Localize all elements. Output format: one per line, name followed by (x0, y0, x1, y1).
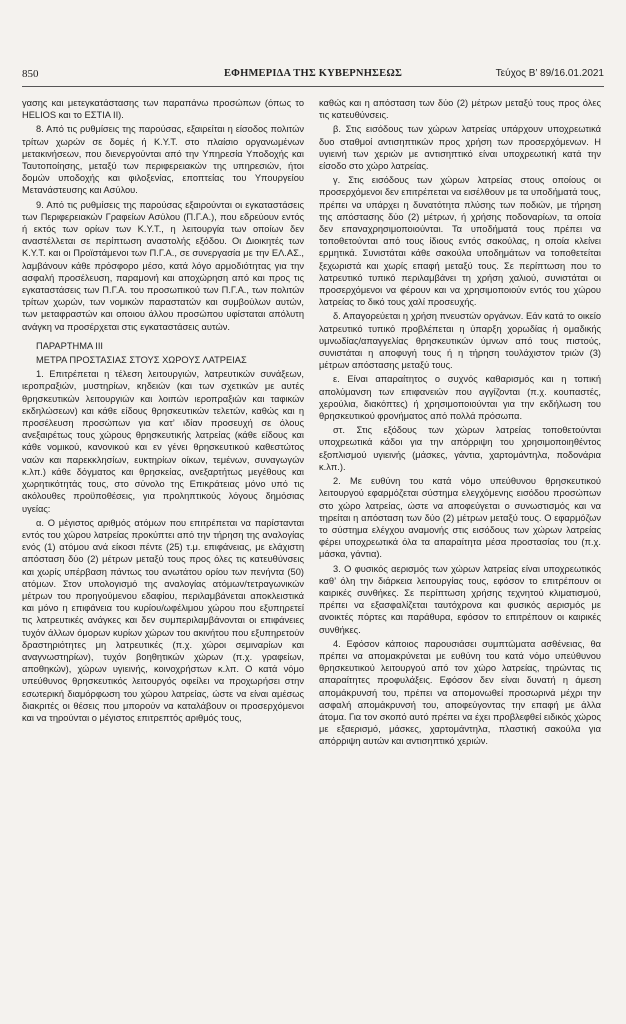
annex-paragraph-2: 2. Με ευθύνη του κατά νόμο υπεύθυνου θρησκευτικού λειτουργού εφαρμόζεται σύστημα ελεγχόμενης εισόδου προσώπων στο χώρο λατρείας, ώστε να αποφεύγεται ο συνωστισμός και να τηρείται η απόσταση των δύο (2) μέτρων μεταξύ τους. Ο εφαρμόζων το σύστημα ελέγχου αναμονής στις εισόδους των χώρων λατρείας φέρει υποχρεωτικά όλα τα απαραίτητα μέσα προστασίας του (π.χ. μάσκα, γάντια). (319, 476, 601, 560)
annex-paragraph-1st: στ. Στις εξόδους των χώρων λατρείας τοποθετούνται υποχρεωτικά κάδοι για την απόρριψη του χρησιμοποιηθέντος εξοπλισμού υγιεινής (μάσκες, γάντια, χαρτομάντηλα, ποδονάρια κ.λπ.). (319, 425, 601, 472)
continuation-paragraph: γασης και μετεγκατάστασης των παραπάνω προσώπων (όπως το HELIOS και το ΕΣΤΙΑ ΙΙ). (22, 98, 304, 121)
left-column (22, 97, 304, 726)
annex-paragraph-1b: β. Στις εισόδους των χώρων λατρείας υπάρχουν υποχρεωτικά δυο σταθμοί αντισηπτικών προς χρήση των προσερχόμενων. Η υγιεινή των χεριών με αντισηπτικό είναι υποχρεωτική κατά την είσοδο στο χώρο λατρείας. (319, 124, 601, 172)
annex-paragraph-1a: α. Ο μέγιστος αριθμός ατόμων που επιτρέπεται να παρίστανται εντός του χώρου λατρείας προκύπτει από την τήρηση της αναλογίας ενός (1) ατόμου ανά είκοσι πέντε (25) τ.μ. επιφάνειας, με ελάχιστη απόσταση δύο (2) μέτρων μεταξύ τους προς όλες τις κατευθύνσεις και χωρίς υπέρβαση πάντως του ανωτάτου ορίου των πενήντα (50) ατόμων. Στον υπολογισμό της αναλογίας ατόμων/τετραγωνικών μέτρων του προηγούμενου εδαφίου, περιλαμβάνεται αποκλειστικά και μόνο η επιφάνεια του κυρίου/ωφέλιμου χώρου που εξυπηρετεί τις λατρευτικές ανάγκες και δεν συμπεριλαμβάνονται οι επιφάνειες τυχόν άλλων όμορων κυρίων χώρων του ακινήτου που εξυπηρετούν δραστηριότητες μη λατρευτικές (π.χ. χώροι σεμιναρίων και αναγνωστηρίων), τυχόν βοηθητικών χώρων (π.χ. γραφείων, αποθηκών), χώρων υγιεινής, κοινοχρήστων κ.λπ. Ο κατά νόμο υπεύθυνος θρησκευτικός λειτουργός οφείλει να προχωρήσει στην εσωτερική διαμόρφωση του χώρου λατρείας, ώστε να είναι αμέσως διακριτές οι θέσεις που μπορούν να καταλάβουν οι προσερχόμενοι και να τηρούνται ο μέγιστος επιτρεπτός αριθμός τους, (22, 517, 304, 723)
continuation-paragraph: καθώς και η απόσταση των δύο (2) μέτρων μεταξύ τους προς όλες τις κατευθύνσεις. (319, 98, 601, 121)
annex-paragraph-4: 4. Εφόσον κάποιος παρουσιάσει συμπτώματα ασθένειας, θα πρέπει να απομακρύνεται με ευθύνη του κατά νόμο υπεύθυνου θρησκευτικού λειτουργού από τον χώρο λατρείας, τηρώντας τις απαραίτητες προφυλάξεις. Εφόσον δεν είναι δυνατή η άμεση απομάκρυνσή του, πρέπει να απομονωθεί προσωρινά μέχρι την ασφαλή απομάκρυνσή του, αποφεύγοντας την επαφή με άλλα άτομα. Για τον σκοπό αυτό πρέπει να έχει προβλεφθεί ειδικός χώρος με εξαερισμό, μάσκες, χαρτομάντηλα, πλαστική σακούλα για απόρριψη αυτών και αντισηπτικό χεριών. (319, 638, 601, 747)
annex-paragraph-1c: γ. Στις εισόδους των χώρων λατρείας στους οποίους οι προσερχόμενοι δεν επιτρέπεται να εισέλθουν με τα υποδήματά τους, πρέπει να υπάρχει η δυνατότητα πλύσης των ποδιών, με τήρηση της απόστασης δύο (2) μέτρων, ή χρήσης ποδοναρίων, τα οποία δεν επαναχρησιμοποιούνται. Τα υποδήματά τους πρέπει να τοποθετούνται από τους ίδιους εντός σακούλας, η οποία κλείνει ερμητικά. Συνιστάται κάθε σακούλα υποδημάτων να τοποθετείται ξεχωριστά και χωρίς επαφή μεταξύ τους. Σε περίπτωση που το λατρευτικό τυπικό περιλαμβάνει τη χρήση χαλιού, συνιστάται οι προσερχόμενοι να φέρουν και να χρησιμοποιούν εντός του χώρου λατρείας το δικό τους χαλί προσευχής. (319, 175, 601, 308)
annex-paragraph-1: 1. Επιτρέπεται η τέλεση λειτουργιών, λατρευτικών συνάξεων, ιεροπραξιών, μυστηρίων, κηδειών (και των σχετικών με αυτές θρησκευτικών λειτουργιών και λοιπών ιεροπραξιών και ταφικών εκδηλώσεων) και κάθε είδους θρησκευτικών τελετών, καθώς και η προσέλευση προσώπων για κατ’ ιδίαν προσευχή σε όλους ανεξαιρέτως τους χώρους θρησκευτικής λατρείας (κάθε είδους και κάθε νομικού, κανονικού και εν γένει θρησκευτικού καθεστώτος ναών και παρεκκλησίων, ευκτηρίων οίκων, τεμένων, συναγωγών κ.λπ.) κάθε δόγματος και θρησκείας, ανεξαρτήτως μεγέθους και χωρητικότητάς τους, στο σύνολο της Επικράτειας μόνο υπό τις ακόλουθες προϋποθέσεις, για προληπτικούς λόγους δημόσιας υγείας: (22, 369, 304, 514)
annex-title: ΠΑΡΑΡΤΗΜΑ ΙΙΙ (36, 340, 103, 351)
annex-paragraph-1e: ε. Είναι απαραίτητος ο συχνός καθαρισμός και η τοπική απολύμανση των επιφανειών που αγγίζονται (π.χ. κουπαστές, χερούλια, διακόπτες) ή χρησιμοποιούνται για την εκδήλωση του θρησκευτικού φρονήματος από πολλά πρόσωπα. (319, 374, 601, 422)
right-column (319, 97, 601, 750)
gazette-title: ΕΦΗΜΕΡΙΔΑ ΤΗΣ ΚΥΒΕΡΝΗΣΕΩΣ (223, 68, 403, 79)
paragraph-8: 8. Από τις ρυθμίσεις της παρούσας, εξαιρείται η είσοδος πολιτών τρίτων χωρών σε δομές ή Κ.Υ.Τ. στο πλαίσιο οργανωμένων μετακινήσεων, που διενεργούνται από την Υπηρεσία Υποδοχής και Ταυτοποίησης, μεταξύ των περιφερειακών της υπηρεσιών, ήτοι δομών υποδοχής και φιλοξενίας, εποπτείας του Υπουργείου Μετανάστευσης και Ασύλου. (22, 124, 304, 196)
paragraph-9: 9. Από τις ρυθμίσεις της παρούσας εξαιρούνται οι εγκαταστάσεις των Περιφερειακών Γραφείων Ασύλου (Π.Γ.Α.), που εδρεύουν εντός ή εκτός των ορίων των Κ.Υ.Τ., η λειτουργία των οποίων δεν αναστέλλεται σε περίπτωση αναστολής εξόδου. Οι Διοικητές των Κ.Υ.Τ. και οι Προϊστάμενοι των Π.Γ.Α., σε συνεργασία με την ΕΛ.ΑΣ., λαμβάνουν κάθε πρόσφορο μέσο, κατά λόγο αρμοδιότητας για την ασφαλή προσέλευση, παραμονή και αποχώρηση από και προς τις εγκαταστάσεις των Π.Γ.Α. του προσωπικού των Π.Γ.Α., των πολιτών τρίτων χωρών, των νομικών παραστατών και συμβούλων αυτών, των μεταφραστών και οποιου άλλου προσώπου υφίσταται απόλυτη ανάγκη να προσέρχεται στις εγκαταστάσεις αυτών. (22, 199, 304, 332)
issue-reference: Τεύχος Β’ 89/16.01.2021 (495, 68, 604, 79)
annex-subtitle: ΜΕΤΡΑ ΠΡΟΣΤΑΣΙΑΣ ΣΤΟΥΣ ΧΩΡΟΥΣ ΛΑΤΡΕΙΑΣ (36, 355, 247, 366)
annex-paragraph-3: 3. Ο φυσικός αερισμός των χώρων λατρείας είναι υποχρεωτικός καθ’ όλη την διάρκεια λειτουργίας τους, εφόσον το επιτρέπουν οι καιρικές συνθήκες. Σε περίπτωση χρήσης τεχνητού κλιματισμού, πρέπει να εξασφαλίζεται ταυτόχρονα και φυσικός αερισμός με ανοικτές πόρτες και παράθυρα, εφόσον το επιτρέπουν οι καιρικές συνθήκες. (319, 563, 601, 635)
page-number: 850 (22, 68, 39, 80)
annex-paragraph-1d: δ. Απαγορεύεται η χρήση πνευστών οργάνων. Εάν κατά το οικείο λατρευτικό τυπικό προβλέπεται η ύπαρξη χορωδίας ή ομαδικής υμνωδίας/απαγγελίας θρησκευτικών ύμνων από τους πιστούς, συνιστάται η αποφυγή τους ή η τήρηση τουλάχιστον τριών (3) μέτρων απόστασης μεταξύ τους. (319, 311, 601, 371)
page-header (22, 68, 604, 87)
